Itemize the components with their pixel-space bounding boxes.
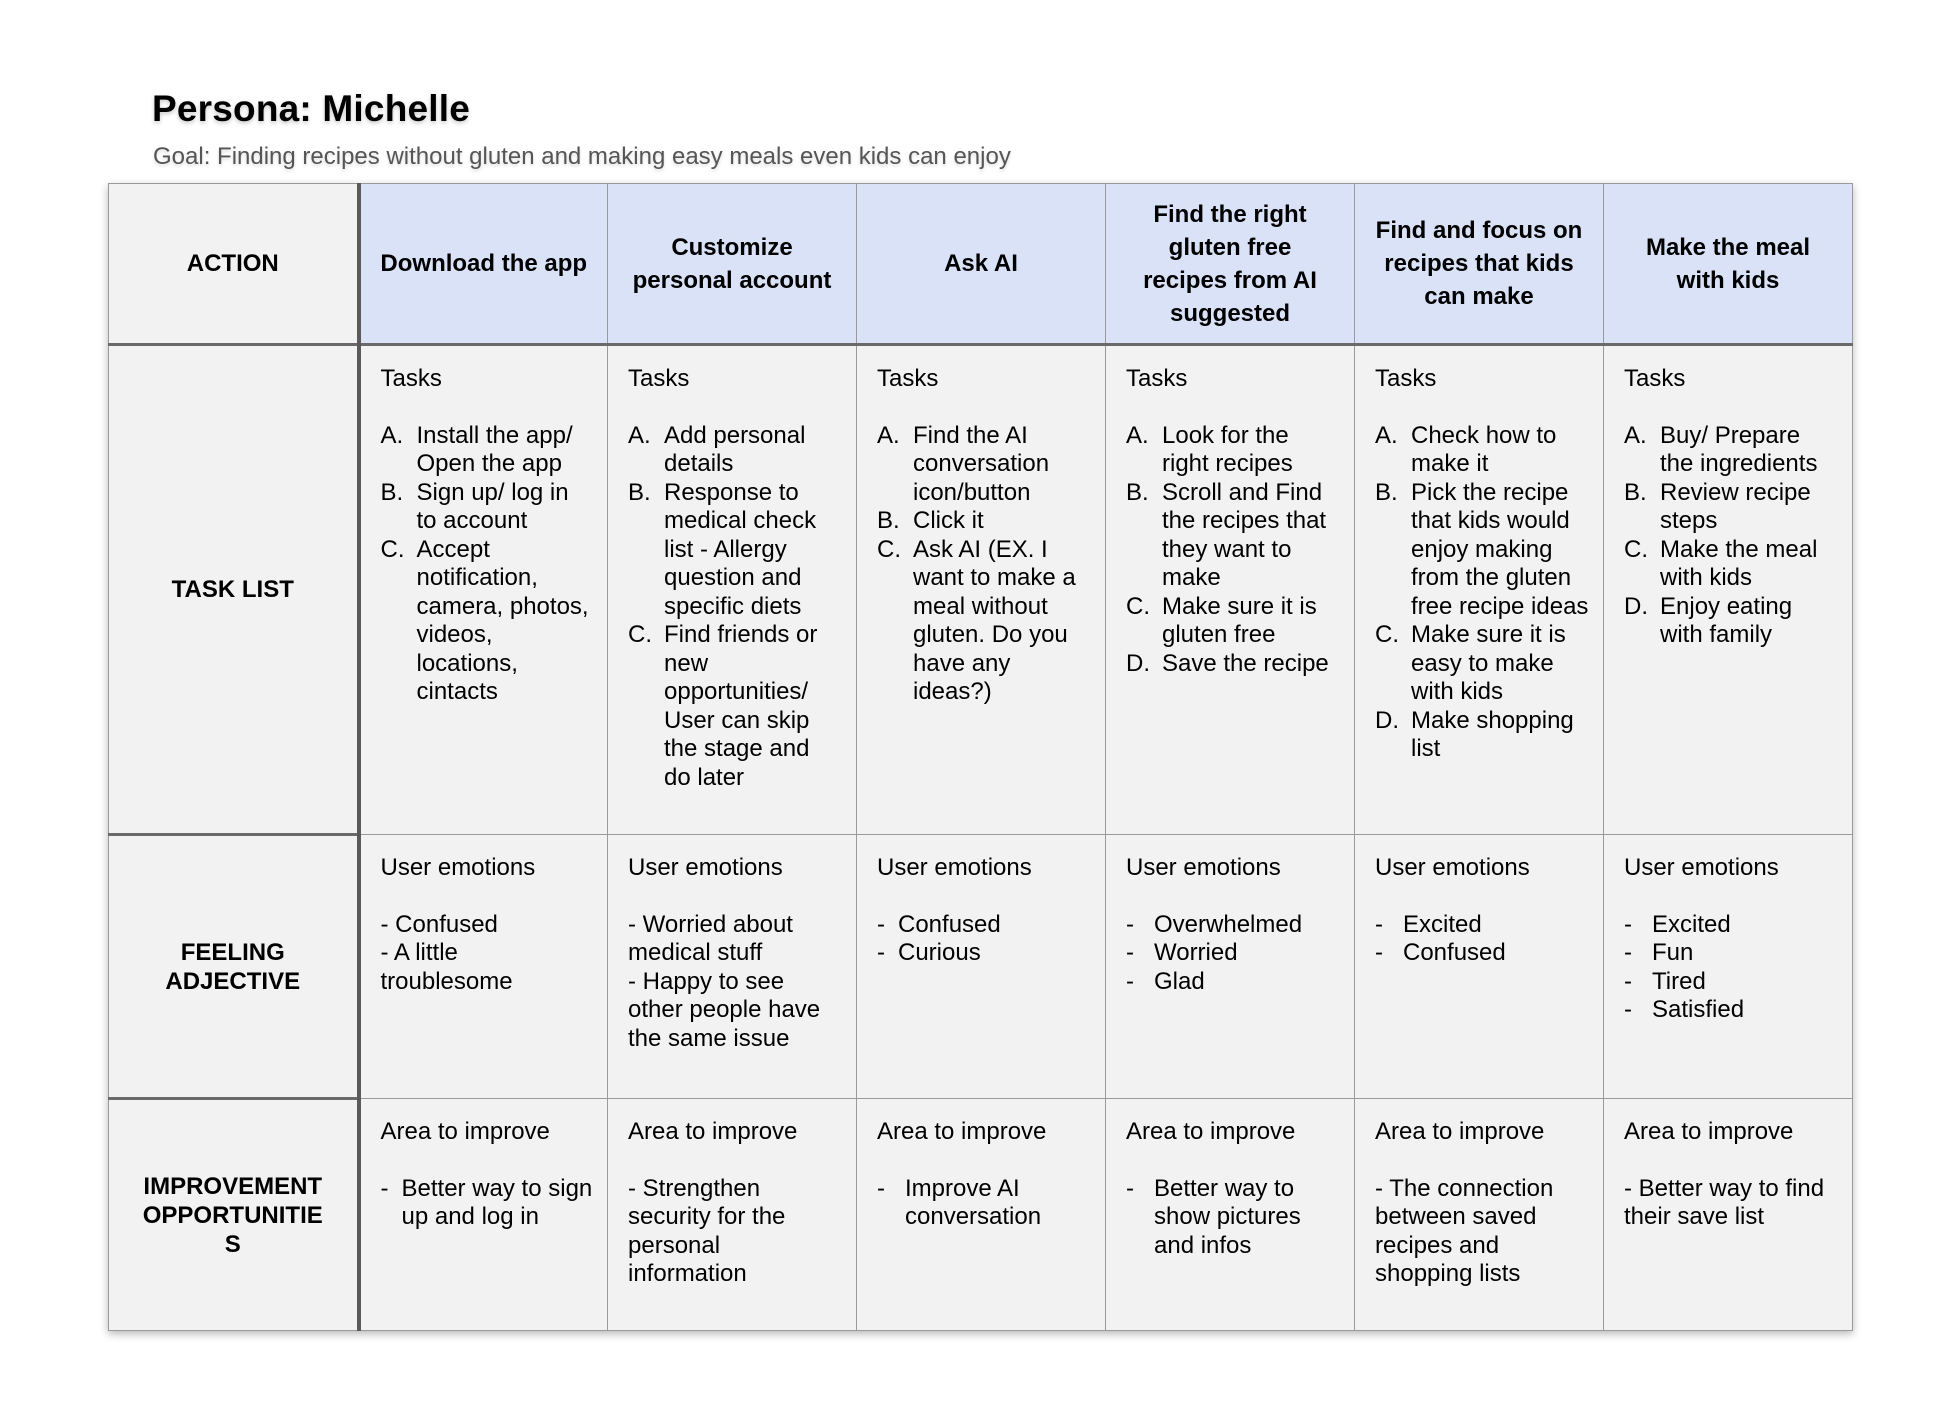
emotion-item: - Satisfied <box>1624 996 1745 1023</box>
improvement-item: - The connection between saved recipes and shopping lists <box>1375 1174 1554 1287</box>
improvement-list <box>1375 1175 1589 1289</box>
task-item: C. Make sure it is gluten free <box>1126 592 1317 648</box>
row-label-task-list: TASK LIST <box>109 345 359 835</box>
stage-header-download-app: Download the app <box>359 184 608 345</box>
task-list-row <box>109 345 1853 835</box>
row-label-action: ACTION <box>109 184 359 345</box>
improve-header: Area to improve <box>877 1118 1047 1145</box>
improve-header: Area to improve <box>380 1118 550 1145</box>
task-item: B. Scroll and Find the recipes that they want to make <box>1126 478 1327 591</box>
emotion-cell-kids-recipes <box>1355 835 1604 1099</box>
emotions-header: User emotions <box>1624 854 1779 881</box>
emotions-header: User emotions <box>1375 854 1530 881</box>
task-item: C. Accept notification, camera, photos, videos, locations, cintacts <box>380 535 589 705</box>
improvement-cell-ask-ai <box>857 1099 1106 1331</box>
improvement-cell-download-app <box>359 1099 608 1331</box>
improve-header: Area to improve <box>628 1118 798 1145</box>
tasks-header: Tasks <box>628 365 690 392</box>
tasks-header: Tasks <box>1375 365 1437 392</box>
improvement-row <box>109 1099 1853 1331</box>
improvement-cell-kids-recipes <box>1355 1099 1604 1331</box>
emotion-cell-find-gluten-free-recipes <box>1106 835 1355 1099</box>
feeling-row <box>109 835 1853 1099</box>
task-list <box>1624 422 1838 650</box>
task-item: B. Response to medical check list - Allergy question and specific diets <box>628 478 817 620</box>
task-cell-make-meal <box>1604 345 1853 835</box>
task-item: B. Pick the recipe that kids would enjoy making from the gluten free recipe ideas <box>1375 478 1589 620</box>
emotion-item: - Glad <box>1126 967 1205 995</box>
emotion-list <box>628 911 842 1054</box>
tasks-header: Tasks <box>877 365 939 392</box>
improvement-item: - Better way to show pictures and infos <box>1126 1174 1301 1259</box>
task-item: A. Install the app/ Open the app <box>380 421 573 477</box>
improvement-item: - Strengthen security for the personal information <box>628 1174 786 1287</box>
tasks-header: Tasks <box>380 365 442 392</box>
improvement-item: - Improve AI conversation <box>877 1174 1042 1230</box>
task-item: D. Save the recipe <box>1126 649 1329 677</box>
improvement-list <box>1624 1175 1838 1232</box>
task-item: C. Ask AI (EX. I want to make a meal without gluten. Do you have any ideas?) <box>877 535 1076 705</box>
emotion-list <box>877 911 1091 968</box>
task-item: C. Make the meal with kids <box>1624 535 1818 591</box>
task-item: D. Make shopping list <box>1375 706 1574 762</box>
persona-goal: Goal: Finding recipes without gluten and making easy meals even kids can enjoy <box>153 143 1011 170</box>
stage-header-kids-recipes: Find and focus on recipes that kids can make <box>1355 184 1604 345</box>
stage-header-find-gluten-free-recipes: Find the right gluten free recipes from AI suggested <box>1106 184 1355 345</box>
emotion-cell-download-app <box>359 835 608 1099</box>
task-cell-customize-account <box>608 345 857 835</box>
emotion-list <box>1624 911 1838 1025</box>
stage-header-make-meal: Make the meal with kids <box>1604 184 1853 345</box>
row-label-feeling-adjective: FEELING ADJECTIVE <box>109 835 359 1099</box>
emotions-header: User emotions <box>877 854 1032 881</box>
improvement-item: - Better way to sign up and log in <box>380 1174 593 1230</box>
emotion-item: - Happy to see other people have the same issue <box>628 967 821 1052</box>
emotion-item: - Confused <box>877 910 1001 938</box>
task-cell-find-gluten-free-recipes <box>1106 345 1355 835</box>
task-item: A. Look for the right recipes <box>1126 421 1293 477</box>
emotion-list <box>1126 911 1340 997</box>
tasks-header: Tasks <box>1624 365 1686 392</box>
task-item: B. Review recipe steps <box>1624 478 1811 534</box>
task-item: A. Find the AI conversation icon/button <box>877 421 1050 506</box>
task-item: A. Buy/ Prepare the ingredients <box>1624 421 1818 477</box>
improve-header: Area to improve <box>1375 1118 1545 1145</box>
emotion-item: - Worried about medical stuff <box>628 910 793 966</box>
improvement-list <box>381 1175 594 1232</box>
task-cell-kids-recipes <box>1355 345 1604 835</box>
improvement-list <box>628 1175 842 1289</box>
task-cell-download-app <box>359 345 608 835</box>
emotions-header: User emotions <box>1126 854 1281 881</box>
emotion-item: - Excited <box>1624 910 1731 938</box>
journey-map-table <box>108 183 1853 1331</box>
task-item: C. Find friends or new opportunities/ User can skip the stage and do later <box>628 621 818 791</box>
task-cell-ask-ai <box>857 345 1106 835</box>
emotion-item: - Confused <box>380 910 498 938</box>
improvement-item: - Better way to find their save list <box>1624 1174 1825 1230</box>
emotion-item: - Tired <box>1624 967 1706 995</box>
task-item: B. Click it <box>877 507 984 534</box>
improvement-cell-make-meal <box>1604 1099 1853 1331</box>
task-list <box>381 422 594 707</box>
task-list <box>1126 422 1340 679</box>
emotions-header: User emotions <box>628 854 783 881</box>
task-list <box>877 422 1091 707</box>
task-item: A. Check how to make it <box>1375 421 1557 477</box>
task-list <box>628 422 842 793</box>
emotions-header: User emotions <box>380 854 536 881</box>
stage-header-customize-account: Customize personal account <box>608 184 857 345</box>
persona-title: Persona: Michelle <box>152 88 471 129</box>
improve-header: Area to improve <box>1624 1118 1794 1145</box>
tasks-header: Tasks <box>1126 365 1188 392</box>
task-item: D. Enjoy eating with family <box>1624 592 1793 648</box>
emotion-item: - A little troublesome <box>380 939 513 995</box>
stage-header-ask-ai: Ask AI <box>857 184 1106 345</box>
action-row <box>109 184 1853 345</box>
emotion-cell-ask-ai <box>857 835 1106 1099</box>
emotion-cell-customize-account <box>608 835 857 1099</box>
emotion-item: - Fun <box>1624 939 1694 966</box>
row-label-improvement-opportunities: IMPROVEMENT OPPORTUNITIE S <box>109 1099 359 1331</box>
improvement-cell-find-gluten-free-recipes <box>1106 1099 1355 1331</box>
task-item: A. Add personal details <box>628 421 806 477</box>
emotion-item: - Worried <box>1126 939 1238 966</box>
improvement-list <box>1126 1175 1340 1261</box>
emotion-cell-make-meal <box>1604 835 1853 1099</box>
emotion-list <box>1375 911 1589 968</box>
improvement-cell-customize-account <box>608 1099 857 1331</box>
emotion-item: - Confused <box>1375 939 1506 966</box>
emotion-item: - Excited <box>1375 910 1482 938</box>
emotion-list <box>381 911 594 997</box>
task-item: C. Make sure it is easy to make with kids <box>1375 621 1566 705</box>
improvement-list <box>877 1175 1091 1232</box>
improve-header: Area to improve <box>1126 1118 1296 1145</box>
emotion-item: - Overwhelmed <box>1126 910 1303 938</box>
task-item: B. Sign up/ log in to account <box>380 478 569 534</box>
emotion-item: - Curious <box>877 939 981 966</box>
task-list <box>1375 422 1589 764</box>
